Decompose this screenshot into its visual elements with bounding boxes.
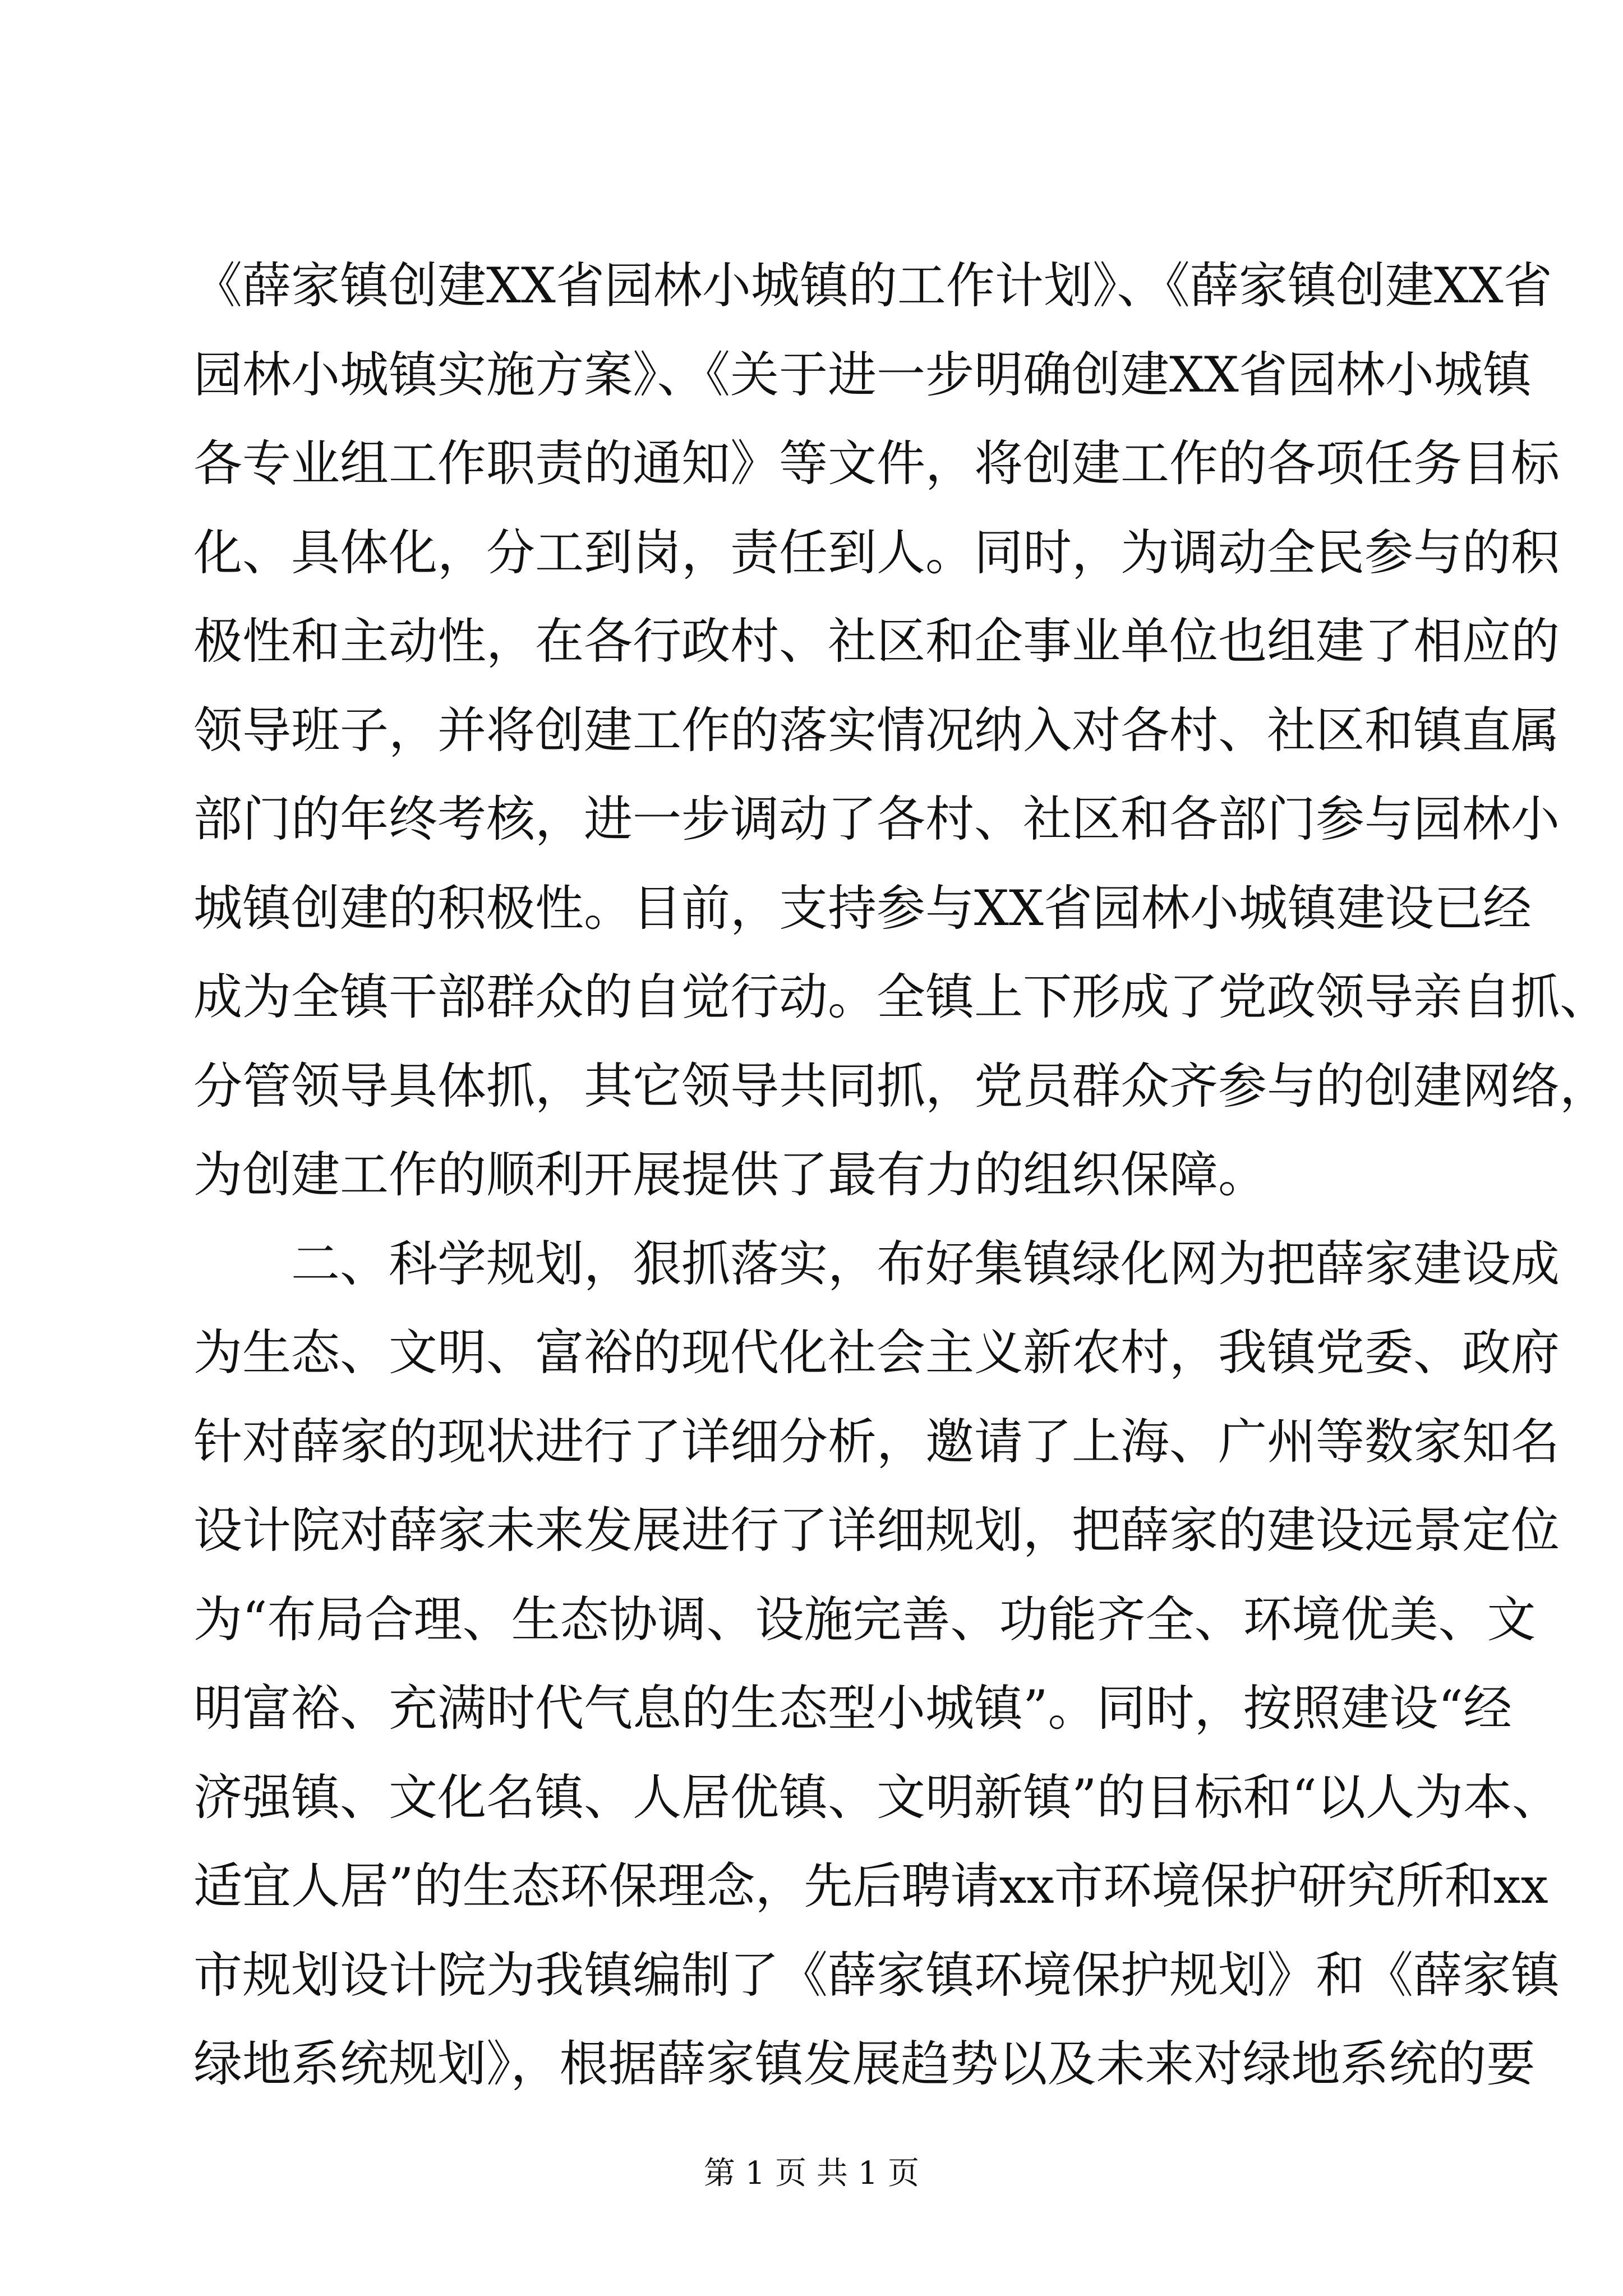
paragraph-2-line-8: 适宜人居”的生态环保理念，先后聘请xx市环境保护研究所和xx	[193, 1857, 1548, 1915]
paragraph-2-line-2: 为生态、文明、富裕的现代化社会主义新农村，我镇党委、政府	[193, 1324, 1560, 1381]
paragraph-1-line-5: 极性和主动性，在各行政村、社区和企事业单位也组建了相应的	[193, 613, 1560, 670]
paragraph-2-line-4: 设计院对薛家未来发展进行了详细规划，把薛家的建设远景定位	[193, 1502, 1560, 1559]
paragraph-2-line-9: 市规划设计院为我镇编制了《薛家镇环境保护规划》和《薛家镇	[193, 1946, 1560, 2004]
paragraph-2-line-5: 为“布局合理、生态协调、设施完善、功能齐全、环境优美、文	[193, 1590, 1536, 1648]
paragraph-1-line-4: 化、具体化，分工到岗，责任到人。同时，为调动全民参与的积	[193, 523, 1560, 581]
paragraph-1-line-3: 各专业组工作职责的通知》等文件，将创建工作的各项任务目标	[193, 435, 1560, 492]
page-footer	[0, 2148, 1623, 2193]
paragraph-2-line-7: 济强镇、文化名镇、人居优镇、文明新镇”的目标和“以人为本、	[193, 1768, 1561, 1826]
paragraph-2-line-1: 二、科学规划，狠抓落实，布好集镇绿化网为把薛家建设成	[291, 1235, 1560, 1292]
document-body	[193, 241, 1608, 2109]
paragraph-1-line-10: 分管领导具体抓，其它领导共同抓，党员群众齐参与的创建网络，	[193, 1057, 1608, 1115]
paragraph-1-line-7: 部门的年终考核，进一步调动了各村、社区和各部门参与园林小	[193, 790, 1560, 848]
paragraph-1-line-9: 成为全镇干部群众的自觉行动。全镇上下形成了党政领导亲自抓、	[193, 968, 1608, 1025]
paragraph-1-line-1: 《薛家镇创建XX省园林小城镇的工作计划》、《薛家镇创建XX省	[193, 257, 1552, 314]
paragraph-2-line-10: 绿地系统规划》，根据薛家镇发展趋势以及未来对绿地系统的要	[193, 2035, 1536, 2092]
paragraph-2-line-6: 明富裕、充满时代气息的生态型小城镇”。同时，按照建设“经	[193, 1680, 1512, 1737]
paragraph-1-line-11: 为创建工作的顺利开展提供了最有力的组织保障。	[193, 1146, 1267, 1203]
paragraph-1-line-8: 城镇创建的积极性。目前，支持参与XX省园林小城镇建设已经	[193, 879, 1532, 937]
paragraph-1-line-6: 领导班子，并将创建工作的落实情况纳入对各村、社区和镇直属	[193, 701, 1560, 759]
paragraph-1-line-2: 园林小城镇实施方案》、《关于进一步明确创建XX省园林小城镇	[193, 346, 1532, 403]
page-number-label: 第 1 页 共 1 页	[703, 2155, 920, 2192]
paragraph-2-line-3: 针对薛家的现状进行了详细分析，邀请了上海、广州等数家知名	[193, 1412, 1560, 1470]
